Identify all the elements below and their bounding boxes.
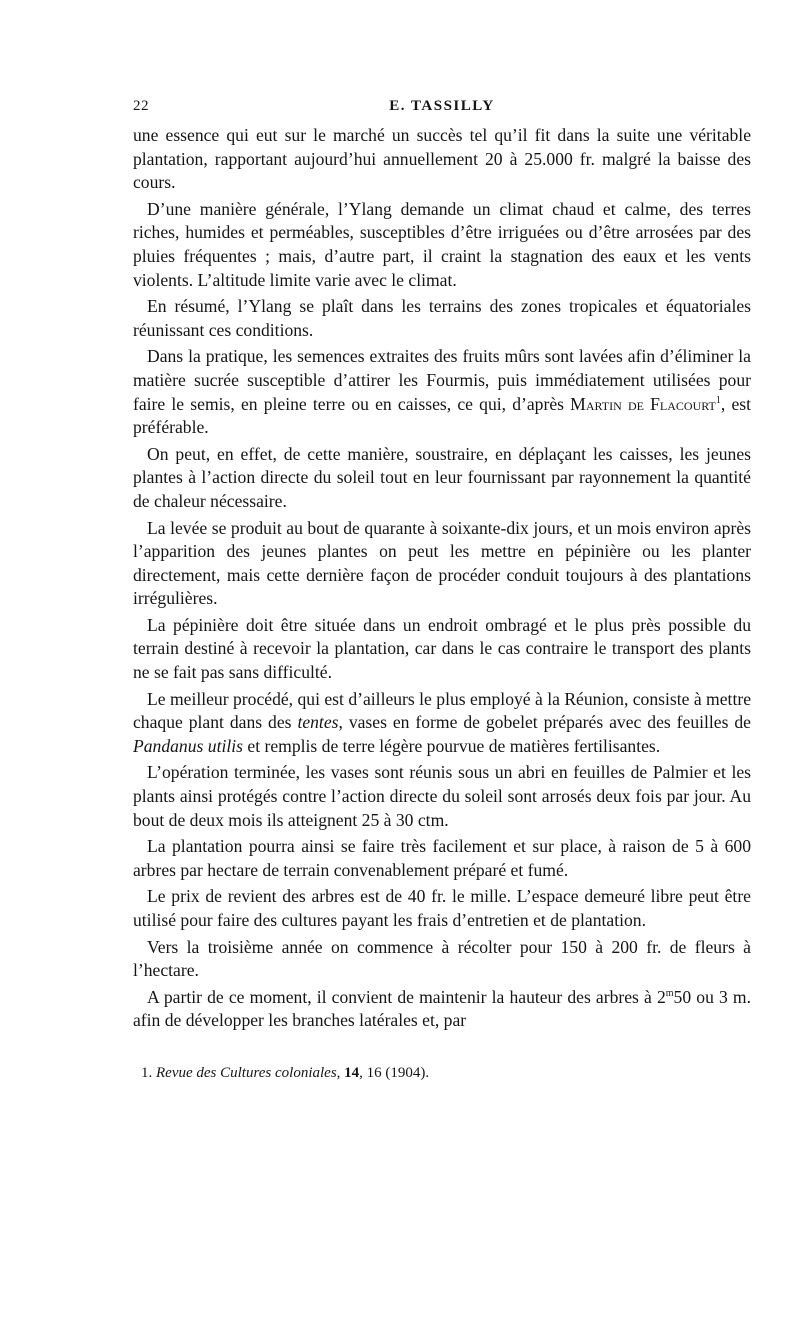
species-name: Pandanus utilis <box>133 735 243 756</box>
paragraph: En résumé, l’Ylang se plaît dans les terrains des zones tropicales et équatoriales réunissant ces conditions. <box>133 296 751 340</box>
paragraph: La plantation pourra ainsi se faire très facilement et sur place, à raison de 5 à 600 arbres par hectare de terrain convenablement préparé et fumé. <box>133 836 751 880</box>
paragraph <box>133 986 751 1033</box>
paragraph: Le prix de revient des arbres est de 40 fr. le mille. L’espace demeuré libre peut être utilisé pour faire des cultures payant les frais d’entretien et de plantation. <box>133 886 751 930</box>
book-page <box>133 98 751 1083</box>
paragraph: une essence qui eut sur le marché un succès tel qu’il fit dans la suite une véritable plantation, rapportant aujourd’hui annuellement 20 à 25.000 fr. malgré la baisse des cours. <box>133 125 751 193</box>
footnote-journal: Revue des Cultures coloniales <box>156 1064 337 1081</box>
paragraph: La levée se produit au bout de quarante à soixante-dix jours, et un mois environ après l’apparition des jeunes plantes on peut les mettre en pépinière ou les planter directement, mais cette dernière façon de procéder conduit toujours à des plantations irrégulières. <box>133 517 751 609</box>
footnote <box>133 1063 751 1083</box>
paragraph: Vers la troisième année on commence à récolter pour 150 à 200 fr. de fleurs à l’hectare. <box>133 936 751 981</box>
paragraph-text: 50 ou 3 m. afin de développer les branches latérales et, par <box>133 986 751 1031</box>
page-header <box>133 98 751 124</box>
paragraph: On peut, en effet, de cette manière, soustraire, en déplaçant les caisses, les jeunes plantes à l’action directe du soleil tout en leur fournissant par rayonnement la quantité de chaleur nécessaire. <box>133 443 751 511</box>
paragraph-text: , vases en forme de gobelet préparés avec des feuilles de <box>338 712 751 733</box>
running-head: E. TASSILLY <box>389 98 495 114</box>
author-name: Martin de Flacourt <box>570 393 716 414</box>
paragraph: D’une manière générale, l’Ylang demande un climat chaud et calme, des terres riches, humides et perméables, susceptibles d’être irriguées ou d’être arrosées par des pluies fréquentes ; mais, d’autre part, il craint la stagnation des eaux et les vents violents. L’altitude limite varie avec le climat. <box>133 198 751 290</box>
unit-superscript: m <box>665 987 674 999</box>
paragraph: L’opération terminée, les vases sont réunis sous un abri en feuilles de Palmier et les plants ainsi protégés contre l’action directe du soleil sont arrosés deux fois par jour. Au bout de deux mois ils atteignent 25 à 30 ctm. <box>133 762 751 830</box>
footnote-reference: , 16 (1904). <box>359 1064 430 1081</box>
paragraph-text: , est préférable. <box>133 393 751 438</box>
italic-term: tentes <box>297 712 339 733</box>
paragraph-text: Le meilleur procédé, qui est d’ailleurs le plus employé à la Réunion, consiste à mettre chaque plant dans des <box>133 688 751 733</box>
paragraph-text: A partir de ce moment, il convient de maintenir la hauteur des arbres à 2 <box>147 986 666 1007</box>
body-text <box>133 124 751 1033</box>
paragraph-text: Dans la pratique, les semences extraites des fruits mûrs sont lavées afin d’éliminer la matière sucrée susceptible d’attirer les Fourmis, puis immédiatement utilisées pour faire le semis, en pleine terre ou en caisses, ce qui, d’après <box>133 346 751 414</box>
footnote-volume: 14 <box>344 1064 360 1081</box>
paragraph <box>133 688 751 759</box>
paragraph-text: et remplis de terre légère pourvue de matières fertilisantes. <box>242 735 661 756</box>
footnote-separator: , <box>336 1064 345 1081</box>
page-number: 22 <box>133 98 149 114</box>
paragraph <box>133 345 751 439</box>
footnote-number: 1. <box>141 1064 153 1081</box>
footnote-marker: 1 <box>715 394 721 406</box>
paragraph: La pépinière doit être située dans un endroit ombragé et le plus près possible du terrain destiné à recevoir la plantation, car dans le cas contraire le transport des plants ne se fait pas sans difficulté. <box>133 614 751 683</box>
